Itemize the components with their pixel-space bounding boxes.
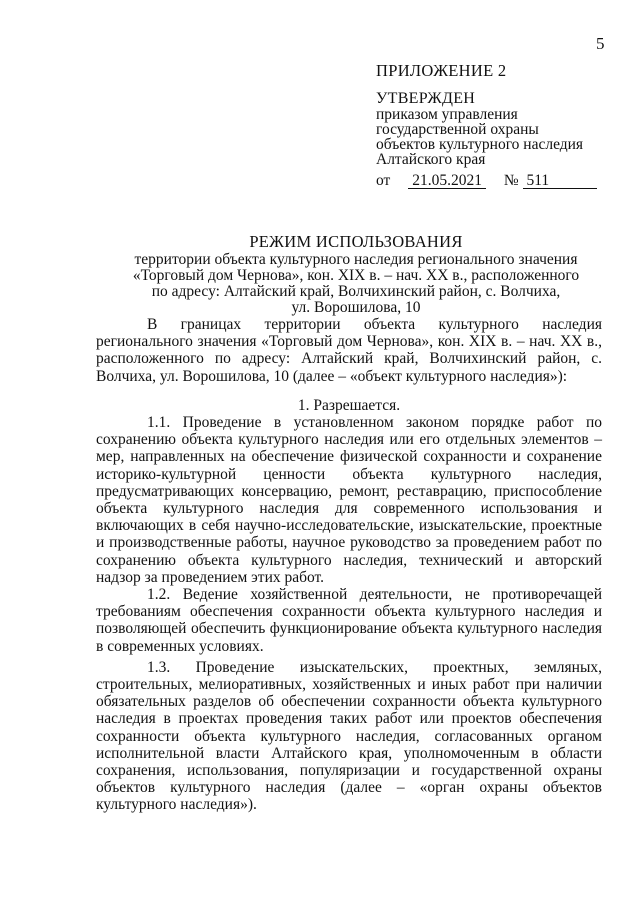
appendix-label: ПРИЛОЖЕНИЕ 2 <box>376 61 507 80</box>
intro-paragraph: В границах территории объекта культурного наследия регионального значения «Торговый дом Чернова», кон. XIX в. – нач. XX в., расположенного по адресу: Алтайский край, Волчихинский район, с. Волчиха, ул. Ворошилова, 10 (далее – «объект культурного наследия»): <box>96 316 602 385</box>
section-title: 1. Разрешается. <box>297 396 401 414</box>
title-line: по адресу: Алтайский край, Волчихинский район, с. Волчиха, <box>151 283 561 300</box>
clause-1-2: 1.2. Ведение хозяйственной деятельности, не противоречащей требованиям обеспечения сохранности объекта культурного наследия и позволяющей обеспечить функционирование объекта культурного наследия в современных условиях. <box>96 586 602 655</box>
approval-line: Алтайского края <box>376 151 486 168</box>
approval-line: объектов культурного наследия <box>376 136 584 153</box>
order-date: 21.05.2021 <box>408 173 486 189</box>
from-label: от <box>376 172 391 189</box>
page-number: 5 <box>596 34 605 53</box>
title-main: РЕЖИМ ИСПОЛЬЗОВАНИЯ <box>249 232 463 251</box>
order-number: 511 <box>523 173 597 189</box>
approval-line: государственной охраны <box>376 121 539 138</box>
clause-1-1: 1.1. Проведение в установленном законом порядке работ по сохранению объекта культурного наследия или его отдельных элементов – мер, направленных на обеспечение физической сохранности и сохранение историко-культурной ценности объекта культурного наследия, предусматривающих консервацию, ремонт, реставрацию, приспособление объекта культурного наследия для современного использования и включающих в себя научно-исследовательские, изыскательские, проектные и производственные работы, научное руководство за проведением работ по сохранению объекта культурного наследия, технический и авторский надзор за проведением этих работ. <box>96 414 602 586</box>
number-label: № <box>503 172 519 189</box>
title-line: территории объекта культурного наследия регионального значения <box>134 251 578 268</box>
approval-line: приказом управления <box>376 106 518 123</box>
order-date-row <box>376 173 597 189</box>
title-line: ул. Ворошилова, 10 <box>291 299 421 316</box>
clause-1-3: 1.3. Проведение изыскательских, проектных, земляных, строительных, мелиоративных, хозяйственных и иных работ при наличии обязательных разделов об обеспечении сохранности объекта культурного наследия в проектах проведения таких работ или проектов обеспечения сохранности объекта культурного наследия, согласованных органом исполнительной власти Алтайского края, уполномоченным в области сохранения, использования, популяризации и государственной охраны объектов культурного наследия (далее – «орган охраны объектов культурного наследия»). <box>96 658 602 814</box>
approved-label: УТВЕРЖДЕН <box>376 90 476 107</box>
document-body <box>96 316 602 814</box>
title-line: «Торговый дом Чернова», кон. XIX в. – нач. XX в., расположенного <box>132 267 580 284</box>
approval-stamp <box>376 63 597 189</box>
document-title <box>96 234 616 316</box>
